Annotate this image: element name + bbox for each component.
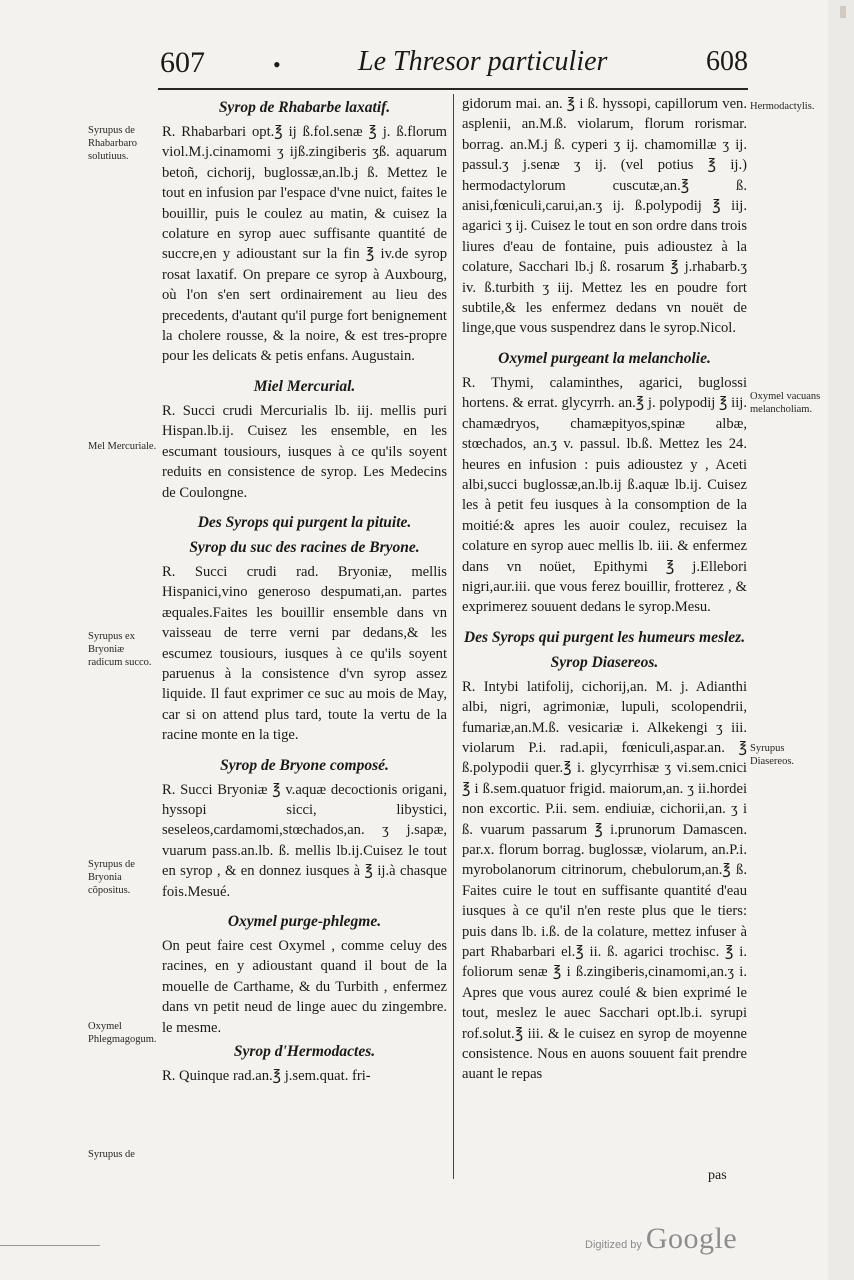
margin-note: Hermodactylis. — [750, 101, 815, 112]
section-title: Syrop de Rhabarbe laxatif. — [218, 99, 391, 116]
margin-note: Syrupus de Bryonia cõpositus. — [88, 859, 135, 896]
catchword: pas — [708, 1168, 727, 1183]
section-text: R. Succi crudi Mercurialis lb. iij. mellis puri Hispan.lb.ij. Cuisez les ensemble, en les escumant tousiours, iusques à ce qu'ils soyent reduits en consistence de syrop. Les Medecins de Coulongne. — [162, 402, 447, 501]
page-number-right: 608 — [706, 46, 748, 77]
section-title: Syrop Diasereos. — [550, 653, 659, 671]
right-column — [462, 94, 747, 1085]
section-title: Oxymel purgeant la melancholie. — [498, 349, 711, 367]
margin-note: Syrupus Diasereos. — [750, 743, 795, 767]
margin-note: Mel Mercuriale. — [88, 441, 157, 452]
chapter-title: Des Syrops qui purgent la pituite. — [197, 513, 412, 531]
margin-note: Oxymel vacuans melancholiam. — [750, 391, 821, 415]
chapter-title: Des Syrops qui purgent les humeurs meslez. — [463, 628, 746, 646]
margin-note: Oxymel Phlegmagogum. — [88, 1021, 157, 1045]
section-title: Syrop de Bryone composé. — [220, 756, 389, 774]
footer-rule — [0, 1245, 100, 1246]
edge-mark — [840, 6, 846, 18]
column-divider — [453, 94, 454, 1179]
margin-note: Syrupus ex Bryoniæ radicum succo. — [88, 631, 152, 668]
left-column — [162, 94, 447, 1086]
header-rule — [158, 88, 748, 90]
section-text: R. Thymi, calaminthes, agarici, buglossi hortens. & errat. glycyrrh. an.℥ j. polypodij ℥ iij. chamædryos, chamæpityos,spinæ albæ, stœchados, an.ʒ v. passul. lb.ß. Mettez les 24. heures en infusion : puis adioustez y , Aceti albi,succi buglossæ,an.lb.ij ß.aquæ lb.ij. Cuisez les à petit feu iusques à la consomption de la moitié:& apres les auoir coulez, recuisez la colature en syrop auec mellis lb. iii. & enfermez dans vn noüet, Epithymi ℥ j.Ellebori nigri,aur.iii. que vous ferez bouillir, frotterez , & exprimerez souuent dedans le syrop.Mesu. — [462, 374, 747, 616]
google-logo: Google — [645, 1222, 738, 1255]
page-edge — [828, 0, 854, 1280]
section-text: R. Intybi latifolij, cichorij,an. M. j. Adianthi albi, nigri, agrimoniæ, lupuli, scolopendrii, fumariæ,an.M.ß. vesicariæ i. Alkekengi ʒ iii. violarum P.i. rad.apii, fœniculi,aspar.an. ℥ ß.polypodii quer.℥ i. glycyrrhisæ ʒ vi.sem.cnici ℥ i ß.sem.quatuor frigid. maiorum,an. ʒ ii.hordei non excortic. P.ii. sem. endiuiæ, cichorii,an. ʒ i ß. vuarum passarum ℥ i.prunorum Damascen. par.x. florum borrag. buglossæ, violarum, an.P.i. myrobolanorum citrinorum, chebulorum,an.℥ ß. Faites cuire le tout en suffisante quantité d'eau iusques à ce qu'il n'en reste plus que le tiers: puis dans lb. i.ß. de la colature, mettez infuser à part Rhabarbari el.℥ ii. ß. agarici trochisc. ℥ i. foliorum senæ ℥ i ß.zingiberis,cinamomi,an.ʒ i. Apres que vous aurez coulé & bien exprimé le tout, meslez le auec Sacchari opt.lb.i. syrupi rof.solut.℥ iii. & le cuisez en syrop de moyenne consistence. Nous en auons souuent fait prendre auant le repas — [462, 678, 747, 1083]
section-title: Oxymel purge-phlegme. — [227, 913, 382, 930]
section-text: R. Rhabarbari opt.℥ ij ß.fol.senæ ℥ j. ß.florum viol.M.j.cinamomi ʒ ijß.zingiberis ʒß. aquarum betoñ, cichorij, buglossæ,an.lb.j ß. Mettez le tout en infusion par l'espace d'vne nuict, faites le bouillir, puis le coulez au matin, & cuisez la colature en syrop auec suffisante quantité de succre,en y adioustant sur la fin ℥ iv.de syrop rosat laxatif. On prepare ce syrop à Auxbourg, où l'on s'en sert ordinairement au lieu des precedents, d'autant qu'il purge fort benignement la cholere rousse, & la noire, & est tres-propre pour les delicats & petis enfans. Augustain. — [162, 124, 447, 365]
margin-note: Syrupus de Rhabarbaro solutiuus. — [88, 125, 137, 162]
section-text: R. Succi crudi rad. Bryoniæ, mellis Hispanici,vino generoso despumati,an. partes æquales.Faites les bouillir ensemble dans vn vaisseau de terre verni par dedans,& les escumez tousiours, iusques à ce qu'ils soyent paruenus à la consistence d'vn syrop assez liquide. Il faut exprimer ce suc au mois de May, car si on attend plus tard, toute la vertu de la racine monte en la tige. — [162, 563, 447, 744]
margin-note: Syrupus de — [88, 1149, 135, 1160]
header-dot: • — [273, 52, 281, 77]
digitized-stamp — [585, 1222, 737, 1256]
section-text: gidorum mai. an. ℥ i ß. hyssopi, capillorum ven. asplenii, an.M.ß. violarum, florum rorismar. borrag. an.M.j ß. cyperi ʒ ij. chamomillæ ʒ ij. passul.ʒ j.senæ ʒ ij. (vel potius ℥ ij.) hermodactylorum cuscutæ,an.℥ ß. anisi,fœniculi,carui,an.ʒ ij. ß.polypodij ℥ iij. agarici ʒ ij. Cuisez le tout en son ordre dans trois liures d'eau de fontaine, puis adioustez à la colature, Sacchari lb.j ß. rosarum ℥ j.rhabarb.ʒ iv. ß.turbith ʒ iij. Mettez les en poudre fort subtile,& les enfermez dedans vn nouët de linge,que vous suspendrez dans le syrop.Nicol. — [462, 96, 747, 337]
section-title: Syrop d'Hermodactes. — [233, 1043, 376, 1061]
running-title: Le Thresor particulier — [358, 46, 608, 77]
section-title: Syrop du suc des racines de Bryone. — [189, 538, 420, 556]
section-text: On peut faire cest Oxymel , comme celuy des racines, en y adioustant quand il bout de la mouelle de Carthame, & du Turbith , enfermez dans vn petit neud de linge auec du zingembre. le mesme. — [162, 938, 447, 1036]
page-number-left: 607 — [160, 46, 205, 79]
section-text: R. Succi Bryoniæ ℥ v.aquæ decoctionis origani, hyssopi sicci, libystici, seseleos,cardamomi,stœchados,an. ʒ j.sapæ, vuarum pass.an.lb. ß. mellis lb.ij.Cuisez le tout en syrop , & en donnez iusques à ℥ ij.à chasque fois.Mesué. — [162, 781, 447, 900]
digitized-prefix: Digitized by — [585, 1239, 642, 1251]
section-title: Miel Mercurial. — [253, 377, 356, 395]
section-text: R. Quinque rad.an.℥ j.sem.quat. fri- — [162, 1068, 371, 1085]
